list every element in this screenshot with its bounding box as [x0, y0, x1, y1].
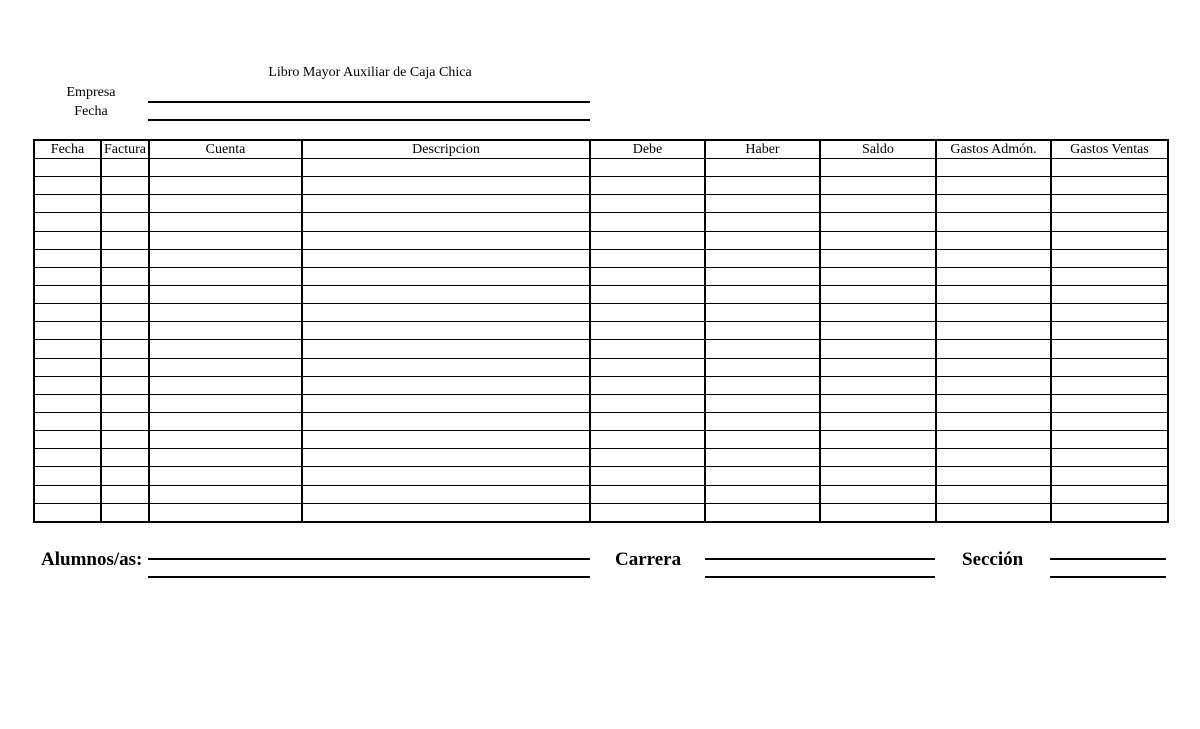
table-cell[interactable] — [1051, 304, 1168, 322]
table-cell[interactable] — [705, 322, 820, 340]
table-cell[interactable] — [705, 231, 820, 249]
table-cell[interactable] — [149, 231, 302, 249]
table-cell[interactable] — [34, 267, 101, 285]
table-cell[interactable] — [34, 485, 101, 503]
column-header-descripcion: Descripcion — [302, 140, 590, 159]
table-cell[interactable] — [34, 503, 101, 522]
table-cell[interactable] — [705, 285, 820, 303]
column-header-gastos-admon: Gastos Admón. — [936, 140, 1051, 159]
table-cell[interactable] — [101, 358, 149, 376]
table-cell[interactable] — [101, 485, 149, 503]
table-cell[interactable] — [34, 358, 101, 376]
table-cell[interactable] — [149, 249, 302, 267]
table-cell[interactable] — [705, 249, 820, 267]
table-cell[interactable] — [1051, 195, 1168, 213]
table-cell[interactable] — [936, 358, 1051, 376]
table-cell[interactable] — [705, 503, 820, 522]
table-row — [34, 177, 1168, 195]
table-row — [34, 322, 1168, 340]
table-row — [34, 267, 1168, 285]
table-cell[interactable] — [1051, 322, 1168, 340]
table-cell[interactable] — [34, 412, 101, 430]
table-cell[interactable] — [936, 431, 1051, 449]
table-cell[interactable] — [705, 431, 820, 449]
table-cell[interactable] — [149, 358, 302, 376]
table-cell[interactable] — [1051, 177, 1168, 195]
table-cell[interactable] — [149, 449, 302, 467]
table-cell[interactable] — [820, 213, 936, 231]
table-cell[interactable] — [34, 304, 101, 322]
table-cell[interactable] — [101, 267, 149, 285]
table-cell[interactable] — [34, 231, 101, 249]
table-cell[interactable] — [101, 412, 149, 430]
table-cell[interactable] — [34, 322, 101, 340]
table-cell[interactable] — [101, 213, 149, 231]
ledger-body — [34, 159, 1168, 523]
table-row — [34, 304, 1168, 322]
table-cell[interactable] — [820, 304, 936, 322]
table-cell[interactable] — [590, 285, 705, 303]
table-cell[interactable] — [590, 394, 705, 412]
table-cell[interactable] — [101, 177, 149, 195]
table-cell[interactable] — [936, 394, 1051, 412]
table-row — [34, 394, 1168, 412]
table-cell[interactable] — [1051, 249, 1168, 267]
table-cell[interactable] — [34, 195, 101, 213]
table-cell[interactable] — [705, 340, 820, 358]
career-input-line-1[interactable] — [705, 558, 935, 560]
empresa-label: Empresa — [66, 85, 116, 100]
table-cell[interactable] — [705, 213, 820, 231]
table-cell[interactable] — [302, 503, 590, 522]
table-row — [34, 213, 1168, 231]
table-row — [34, 231, 1168, 249]
table-cell[interactable] — [101, 503, 149, 522]
table-cell[interactable] — [149, 503, 302, 522]
table-row — [34, 467, 1168, 485]
table-row — [34, 485, 1168, 503]
table-cell[interactable] — [820, 285, 936, 303]
table-cell[interactable] — [302, 159, 590, 177]
table-cell[interactable] — [820, 449, 936, 467]
table-cell[interactable] — [34, 467, 101, 485]
column-header-saldo: Saldo — [820, 140, 936, 159]
table-cell[interactable] — [590, 195, 705, 213]
table-cell[interactable] — [149, 177, 302, 195]
table-cell[interactable] — [590, 159, 705, 177]
table-cell[interactable] — [590, 213, 705, 231]
column-header-fecha: Fecha — [34, 140, 101, 159]
table-cell[interactable] — [1051, 267, 1168, 285]
table-cell[interactable] — [820, 249, 936, 267]
table-row — [34, 449, 1168, 467]
table-cell[interactable] — [149, 340, 302, 358]
table-cell[interactable] — [34, 449, 101, 467]
table-cell[interactable] — [705, 159, 820, 177]
table-cell[interactable] — [820, 195, 936, 213]
table-cell[interactable] — [302, 485, 590, 503]
table-cell[interactable] — [936, 177, 1051, 195]
fecha-input-line[interactable] — [148, 119, 590, 121]
table-row — [34, 412, 1168, 430]
table-row — [34, 503, 1168, 522]
table-cell[interactable] — [936, 304, 1051, 322]
table-cell[interactable] — [936, 267, 1051, 285]
table-cell[interactable] — [34, 285, 101, 303]
table-cell[interactable] — [101, 249, 149, 267]
table-cell[interactable] — [149, 267, 302, 285]
table-cell[interactable] — [149, 159, 302, 177]
table-cell[interactable] — [149, 394, 302, 412]
table-cell[interactable] — [705, 358, 820, 376]
section-label: Sección — [962, 549, 1024, 570]
table-cell[interactable] — [705, 449, 820, 467]
table-cell[interactable] — [590, 249, 705, 267]
table-cell[interactable] — [302, 249, 590, 267]
table-cell[interactable] — [1051, 213, 1168, 231]
table-cell[interactable] — [936, 340, 1051, 358]
table-cell[interactable] — [149, 485, 302, 503]
table-cell[interactable] — [590, 485, 705, 503]
table-row — [34, 159, 1168, 177]
table-cell[interactable] — [34, 159, 101, 177]
column-header-debe: Debe — [590, 140, 705, 159]
table-cell[interactable] — [149, 285, 302, 303]
table-cell[interactable] — [302, 376, 590, 394]
table-cell[interactable] — [820, 485, 936, 503]
table-cell[interactable] — [936, 376, 1051, 394]
table-cell[interactable] — [820, 267, 936, 285]
table-cell[interactable] — [590, 449, 705, 467]
table-cell[interactable] — [936, 503, 1051, 522]
table-cell[interactable] — [705, 394, 820, 412]
table-row — [34, 376, 1168, 394]
table-cell[interactable] — [1051, 431, 1168, 449]
table-cell[interactable] — [302, 285, 590, 303]
table-cell[interactable] — [936, 285, 1051, 303]
table-cell[interactable] — [302, 394, 590, 412]
career-label: Carrera — [615, 549, 682, 570]
table-cell[interactable] — [149, 322, 302, 340]
table-cell[interactable] — [1051, 376, 1168, 394]
students-input-line-2[interactable] — [148, 576, 590, 578]
table-row — [34, 249, 1168, 267]
table-cell[interactable] — [1051, 485, 1168, 503]
column-header-cuenta: Cuenta — [149, 140, 302, 159]
table-cell[interactable] — [302, 340, 590, 358]
table-cell[interactable] — [590, 304, 705, 322]
table-cell[interactable] — [590, 376, 705, 394]
table-cell[interactable] — [590, 340, 705, 358]
table-cell[interactable] — [34, 177, 101, 195]
table-cell[interactable] — [820, 412, 936, 430]
students-input-line-1[interactable] — [148, 558, 590, 560]
table-cell[interactable] — [302, 358, 590, 376]
table-cell[interactable] — [149, 195, 302, 213]
table-cell[interactable] — [302, 412, 590, 430]
table-cell[interactable] — [1051, 467, 1168, 485]
table-cell[interactable] — [1051, 159, 1168, 177]
table-cell[interactable] — [149, 412, 302, 430]
table-cell[interactable] — [101, 340, 149, 358]
fecha-label: Fecha — [74, 104, 108, 119]
table-cell[interactable] — [820, 159, 936, 177]
table-cell[interactable] — [590, 322, 705, 340]
table-cell[interactable] — [820, 467, 936, 485]
table-row — [34, 431, 1168, 449]
table-cell[interactable] — [705, 177, 820, 195]
empresa-input-line[interactable] — [148, 101, 590, 103]
table-cell[interactable] — [149, 431, 302, 449]
section-input-line-1[interactable] — [1050, 558, 1166, 560]
table-cell[interactable] — [705, 376, 820, 394]
table-cell[interactable] — [820, 231, 936, 249]
table-cell[interactable] — [820, 340, 936, 358]
table-cell[interactable] — [936, 213, 1051, 231]
table-cell[interactable] — [936, 249, 1051, 267]
table-cell[interactable] — [820, 503, 936, 522]
table-cell[interactable] — [705, 485, 820, 503]
table-cell[interactable] — [1051, 340, 1168, 358]
table-cell[interactable] — [34, 376, 101, 394]
table-cell[interactable] — [34, 431, 101, 449]
table-cell[interactable] — [34, 249, 101, 267]
table-cell[interactable] — [590, 503, 705, 522]
table-cell[interactable] — [101, 467, 149, 485]
table-cell[interactable] — [705, 304, 820, 322]
table-row — [34, 340, 1168, 358]
table-cell[interactable] — [1051, 412, 1168, 430]
table-cell[interactable] — [590, 431, 705, 449]
students-label: Alumnos/as: — [41, 549, 143, 570]
column-header-gastos-ventas: Gastos Ventas — [1051, 140, 1168, 159]
table-cell[interactable] — [936, 195, 1051, 213]
table-cell[interactable] — [302, 431, 590, 449]
table-cell[interactable] — [101, 231, 149, 249]
table-cell[interactable] — [101, 195, 149, 213]
table-row — [34, 195, 1168, 213]
table-cell[interactable] — [936, 449, 1051, 467]
table-cell[interactable] — [1051, 449, 1168, 467]
table-cell[interactable] — [1051, 394, 1168, 412]
table-cell[interactable] — [820, 376, 936, 394]
table-cell[interactable] — [590, 267, 705, 285]
table-cell[interactable] — [820, 177, 936, 195]
table-cell[interactable] — [590, 231, 705, 249]
table-cell[interactable] — [1051, 503, 1168, 522]
table-cell[interactable] — [936, 412, 1051, 430]
table-cell[interactable] — [590, 358, 705, 376]
table-cell[interactable] — [590, 412, 705, 430]
table-cell[interactable] — [705, 467, 820, 485]
table-cell[interactable] — [590, 177, 705, 195]
table-row — [34, 285, 1168, 303]
section-input-line-2[interactable] — [1050, 576, 1166, 578]
column-header-haber: Haber — [705, 140, 820, 159]
career-input-line-2[interactable] — [705, 576, 935, 578]
table-cell[interactable] — [705, 412, 820, 430]
table-cell[interactable] — [302, 177, 590, 195]
table-cell[interactable] — [149, 213, 302, 231]
table-cell[interactable] — [149, 304, 302, 322]
table-cell[interactable] — [705, 195, 820, 213]
table-cell[interactable] — [936, 485, 1051, 503]
table-cell[interactable] — [302, 195, 590, 213]
table-cell[interactable] — [149, 376, 302, 394]
table-cell[interactable] — [1051, 285, 1168, 303]
table-cell[interactable] — [101, 159, 149, 177]
table-cell[interactable] — [34, 340, 101, 358]
ledger-header-row — [34, 140, 1168, 159]
table-cell[interactable] — [936, 322, 1051, 340]
table-cell[interactable] — [1051, 358, 1168, 376]
table-cell[interactable] — [820, 394, 936, 412]
table-cell[interactable] — [101, 376, 149, 394]
table-cell[interactable] — [936, 159, 1051, 177]
table-cell[interactable] — [34, 394, 101, 412]
table-cell[interactable] — [302, 304, 590, 322]
table-cell[interactable] — [820, 431, 936, 449]
table-cell[interactable] — [101, 431, 149, 449]
table-cell[interactable] — [34, 213, 101, 231]
table-cell[interactable] — [820, 322, 936, 340]
table-cell[interactable] — [936, 467, 1051, 485]
table-cell[interactable] — [302, 213, 590, 231]
table-cell[interactable] — [101, 304, 149, 322]
table-cell[interactable] — [101, 285, 149, 303]
table-cell[interactable] — [302, 467, 590, 485]
column-header-factura: Factura — [101, 140, 149, 159]
table-cell[interactable] — [820, 358, 936, 376]
table-cell[interactable] — [936, 231, 1051, 249]
table-cell[interactable] — [101, 394, 149, 412]
ledger-table — [33, 139, 1169, 523]
table-cell[interactable] — [302, 231, 590, 249]
table-cell[interactable] — [101, 322, 149, 340]
table-cell[interactable] — [590, 467, 705, 485]
table-cell[interactable] — [1051, 231, 1168, 249]
document-title: Libro Mayor Auxiliar de Caja Chica — [268, 65, 472, 80]
table-cell[interactable] — [302, 449, 590, 467]
table-cell[interactable] — [149, 467, 302, 485]
table-cell[interactable] — [101, 449, 149, 467]
table-row — [34, 358, 1168, 376]
table-cell[interactable] — [302, 322, 590, 340]
table-cell[interactable] — [302, 267, 590, 285]
table-cell[interactable] — [705, 267, 820, 285]
